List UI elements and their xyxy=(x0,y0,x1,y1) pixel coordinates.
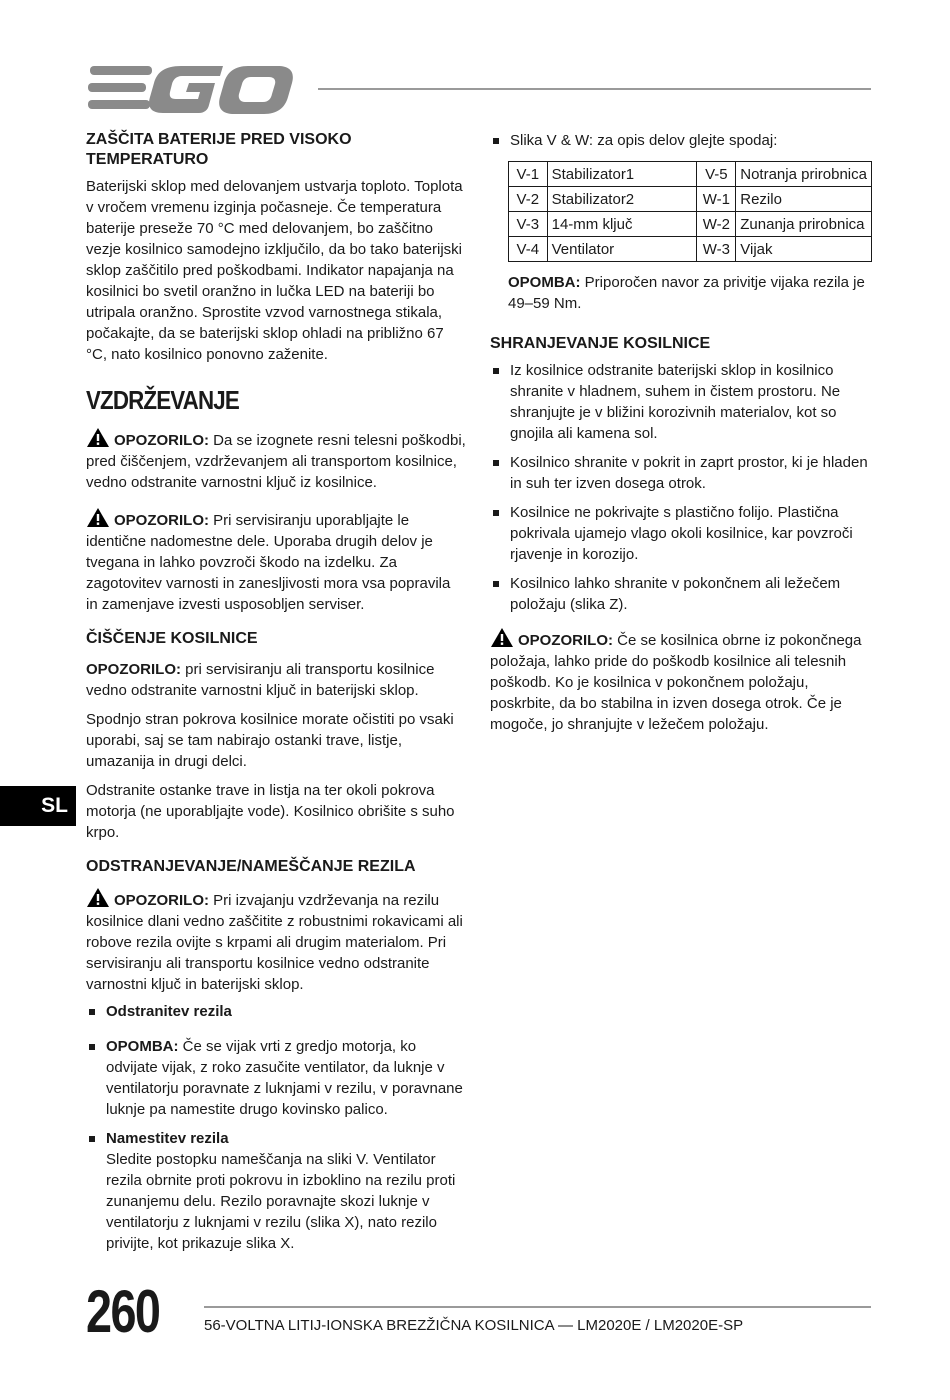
bullet-square xyxy=(493,460,499,466)
language-tab: SL xyxy=(0,786,76,826)
remove-blade-label: Odstranitev rezila xyxy=(106,1003,232,1020)
warning-2 xyxy=(86,507,466,615)
storage-warning xyxy=(490,627,872,735)
part-name: Notranja prirobnica xyxy=(736,162,872,187)
figure-intro-text: Slika V & W: za opis delov glejte spodaj: xyxy=(510,132,778,149)
ego-logo xyxy=(88,64,298,114)
note-label: OPOMBA: xyxy=(106,1038,179,1055)
note-item xyxy=(86,1036,466,1120)
warning-icon xyxy=(490,627,514,648)
part-name: Vijak xyxy=(736,237,872,262)
heat-text: Baterijski sklop med delovanjem ustvarja toploto. Toplota v vročem vremenu izginja počasneje. Če temperatura baterije preseže 70 °C med delovanjem, bo zaščitno vezje kosilnico samodejno izklјučilo, da bo tako baterijski sklop zaščitilo pred poškodbami. Indikator napajanja na kosilnici bo svetil oranžno in lučka LED na bateriji bo utripala oranžno. Sprostite vzvod varnostnega stikala, počakajte, da se baterijski sklop ohladi na približno 67 °C, nato kosilnico ponovno zaženite. xyxy=(86,178,463,363)
storage-title: SHRANJEVANJE KOSILNICE xyxy=(490,335,711,352)
header-rule xyxy=(318,88,871,90)
cleaning-text-1: Spodnjo stran pokrova kosilnice morate očistiti po vsaki uporabi, saj se tam nabirajo ostanki trave, listje, umazanija in drugi delci. xyxy=(86,711,454,770)
blade-warning-text: Pri izvajanju vzdrževanja na rezilu kosilnice dlani vedno zaščitite z robustnimi rokavicami ali robove rezila ovijte s krpami ali drugim materialom. Pri servisiranju ali transportu kosilnice vedno odstranite varnostni ključ in baterijski sklop. xyxy=(86,892,463,993)
part-code: V-2 xyxy=(509,187,548,212)
remove-blade-item xyxy=(86,1001,466,1022)
bullet-square xyxy=(493,138,499,144)
torque-note-text: Priporočen navor za privitje vijaka rezila je 49–59 Nm. xyxy=(508,274,865,312)
warning-2-label: OPOZORILO: xyxy=(114,512,209,529)
part-name: Ventilator xyxy=(547,237,697,262)
bullet-square xyxy=(493,510,499,516)
right-column xyxy=(490,130,872,743)
left-column xyxy=(86,130,466,1262)
storage-item xyxy=(490,360,872,444)
part-code: V-1 xyxy=(509,162,548,187)
part-name: Stabilizator2 xyxy=(547,187,697,212)
part-code: V-3 xyxy=(509,212,548,237)
parts-table-row xyxy=(509,187,872,212)
warning-1-label: OPOZORILO: xyxy=(114,432,209,449)
bullet-square xyxy=(493,581,499,587)
blade-warning xyxy=(86,887,466,995)
parts-table-row xyxy=(509,237,872,262)
part-name: Rezilo xyxy=(736,187,872,212)
parts-table xyxy=(508,161,872,262)
bullet-square xyxy=(89,1009,95,1015)
install-blade-label: Namestitev rezila xyxy=(106,1130,229,1147)
figure-intro xyxy=(490,130,872,151)
bullet-square xyxy=(89,1136,95,1142)
blade-title: ODSTRANJEVANJE/NAMEŠČANJE REZILA xyxy=(86,858,416,875)
part-name: Zunanja prirobnica xyxy=(736,212,872,237)
warning-1-text: Da se izognete resni telesni poškodbi, pred čiščenjem, vzdrževanjem ali transportom kosilnice, vedno odstranite varnostni ključ iz kosilnice. xyxy=(86,432,466,491)
cleaning-warning xyxy=(86,659,466,701)
storage-item-text: Kosilnice ne pokrivajte s plastično folijo. Plastična pokrivala ujamejo vlago okoli kosilnice, kar povzroči rjavenje in korozijo. xyxy=(510,504,853,563)
bullet-square xyxy=(493,368,499,374)
storage-item xyxy=(490,573,872,615)
heat-title: ZAŠČITA BATERIJE PRED VISOKO TEMPERATURO xyxy=(86,131,352,168)
cleaning-warning-text: pri servisiranju ali transportu kosilnice vedno odstranite varnostni ključ in baterijski sklop. xyxy=(86,661,435,699)
torque-note xyxy=(490,272,872,314)
part-name: 14-mm ključ xyxy=(547,212,697,237)
warning-2-text: Pri servisiranju uporabljajte le identične nadomestne dele. Uporaba drugih delov je tvegana in lahko povzroči škodo na izdelku. Za zagotovitev varnosti in zanesljivosti mora vsa popravila in zamenjave izvesti usposobljen serviser. xyxy=(86,512,451,613)
storage-item xyxy=(490,452,872,494)
storage-item-text: Kosilnico shranite v pokrit in zaprt prostor, ki je hladen in suh ter izven dosega otrok. xyxy=(510,454,868,492)
part-name: Stabilizator1 xyxy=(547,162,697,187)
torque-note-label: OPOMBA: xyxy=(508,274,581,291)
footer-rule xyxy=(204,1306,871,1308)
storage-item-text: Kosilnico lahko shranite v pokončnem ali ležečem položaju (slika Z). xyxy=(510,575,841,613)
part-code: W-2 xyxy=(697,212,736,237)
parts-table-row xyxy=(509,162,872,187)
storage-warning-label: OPOZORILO: xyxy=(518,632,613,649)
storage-warning-text: Če se kosilnica obrne iz pokončnega položaja, lahko pride do poškodb kosilnice ali telesnih poškodb. Ko je kosilnica v pokončnem položaju, poskrbite, da bo stabilna in izven dosega otrok. Če je mogoče, jo shranjujte v ležečem položaju. xyxy=(490,632,862,733)
warning-icon xyxy=(86,427,110,448)
part-code: W-3 xyxy=(697,237,736,262)
cleaning-warning-label: OPOZORILO: xyxy=(86,661,181,678)
warning-icon xyxy=(86,507,110,528)
blade-warning-label: OPOZORILO: xyxy=(114,892,209,909)
footer-text: 56-VOLTNA LITIJ-IONSKA BREZŽIČNA KOSILNICA — LM2020E / LM2020E-SP xyxy=(204,1317,744,1334)
cleaning-text-2: Odstranite ostanke trave in listja na ter okoli pokrova motorja (ne uporabljajte vode). Kosilnico obrišite s suho krpo. xyxy=(86,782,455,841)
install-blade-text: Sledite postopku nameščanja na sliki V. Ventilator rezila obrnite proti pokrovu in izboklino na rezilu proti zunanjemu delu. Rezilo poravnajte skozi luknje v ventilatorju z luknjami v rezilu (slika X), nato rezilo privijte, kot prikazuje slika X. xyxy=(106,1151,456,1252)
parts-table-row xyxy=(509,212,872,237)
bullet-square xyxy=(89,1044,95,1050)
part-code: V-4 xyxy=(509,237,548,262)
page-number: 260 xyxy=(86,1278,160,1345)
warning-1 xyxy=(86,427,466,493)
storage-item-text: Iz kosilnice odstranite baterijski sklop in kosilnico shranite v hladnem, suhem in čistem prostoru. Ne shranjujte je v bližini korozivnih materialov, kot so gnojila ali kamena sol. xyxy=(510,362,841,442)
warning-icon xyxy=(86,887,110,908)
maintenance-title: VZDRŽEVANJE xyxy=(86,385,239,415)
install-blade-item xyxy=(86,1128,466,1254)
part-code: V-5 xyxy=(697,162,736,187)
cleaning-title: ČIŠČENJE KOSILNICE xyxy=(86,630,258,647)
part-code: W-1 xyxy=(697,187,736,212)
storage-item xyxy=(490,502,872,565)
note-text: Če se vijak vrti z gredjo motorja, ko odvijate vijak, z roko zasučite ventilator, da luknje v ventilatorju poravnate z luknjami v rezilu, v poravnane luknje pa namestite drugo kovinsko palico. xyxy=(106,1038,463,1118)
